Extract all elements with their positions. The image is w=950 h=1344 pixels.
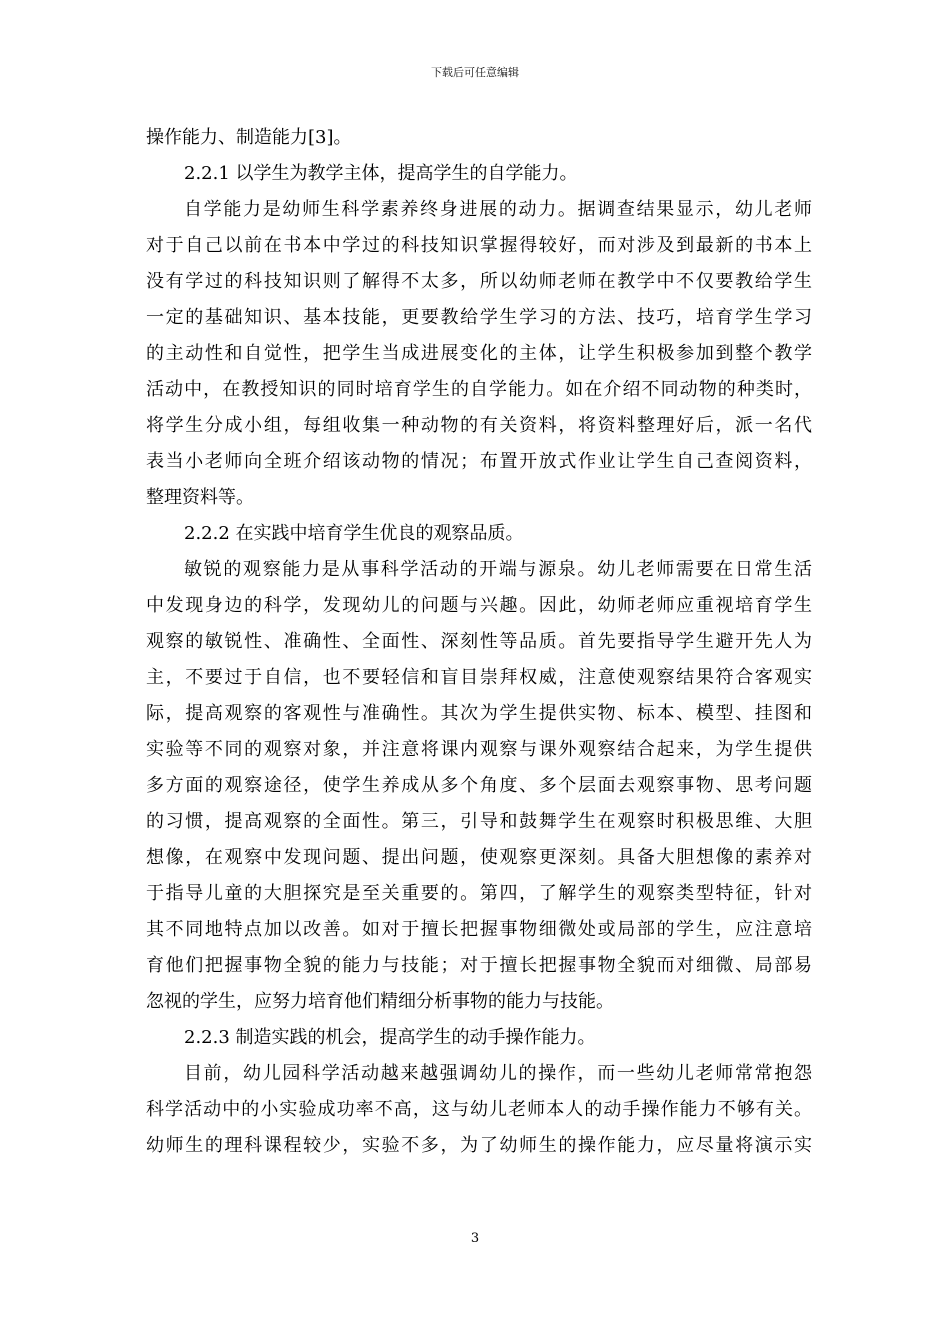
text-line: 对于自己以前在书本中学过的科技知识掌握得较好，而对涉及到最新的书本上 [146,235,812,256]
text-line: 中发现身边的科学，发现幼儿的问题与兴趣。因此，幼师老师应重视培育学生 [146,595,812,616]
text-line: 整理资料等。 [146,487,254,508]
text-line: 活动中，在教授知识的同时培育学生的自学能力。如在介绍不同动物的种类时， [146,379,812,400]
text-line: 的习惯，提高观察的全面性。第三，引导和鼓舞学生在观察时积极思维、大胆 [146,811,812,832]
text-line: 实验等不同的观察对象，并注意将课内观察与课外观察结合起来，为学生提供 [146,739,812,760]
text-line: 表当小老师向全班介绍该动物的情况；布置开放式作业让学生自己查阅资料， [146,451,812,472]
section-heading-2-2-2: 2.2.2 在实践中培育学生优良的观察品质。 [184,523,524,544]
document-body [146,120,812,1164]
text-line: 际，提高观察的客观性与准确性。其次为学生提供实物、标本、模型、挂图和 [146,703,812,724]
text-line: 没有学过的科技知识则了解得不太多，所以幼师老师在教学中不仅要教给学生 [146,271,812,292]
text-line: 于指导儿童的大胆探究是至关重要的。第四，了解学生的观察类型特征，针对 [146,883,812,904]
text-line: 将学生分成小组，每组收集一种动物的有关资料，将资料整理好后，派一名代 [146,415,812,436]
page-number: 3 [470,1231,480,1246]
text-line: 幼师生的理科课程较少，实验不多，为了幼师生的操作能力，应尽量将演示实 [146,1135,812,1156]
text-line: 操作能力、制造能力[3]。 [146,127,352,148]
text-line: 自学能力是幼师生科学素养终身进展的动力。据调查结果显示，幼儿老师 [184,199,812,220]
text-line: 观察的敏锐性、准确性、全面性、深刻性等品质。首先要指导学生避开先人为 [146,631,812,652]
page-header: 下载后可任意编辑 [431,66,519,79]
section-heading-2-2-1: 2.2.1 以学生为教学主体，提高学生的自学能力。 [184,163,578,184]
section-heading-2-2-3: 2.2.3 制造实践的机会，提高学生的动手操作能力。 [184,1027,596,1048]
text-line: 多方面的观察途径，使学生养成从多个角度、多个层面去观察事物、思考问题 [146,775,812,796]
text-line: 想像，在观察中发现问题、提出问题，使观察更深刻。具备大胆想像的素养对 [146,847,812,868]
text-line: 的主动性和自觉性，把学生当成进展变化的主体，让学生积极参加到整个教学 [146,343,812,364]
text-line: 其不同地特点加以改善。如对于擅长把握事物细微处或局部的学生，应注意培 [146,919,812,940]
text-line: 育他们把握事物全貌的能力与技能；对于擅长把握事物全貌而对细微、局部易 [146,955,812,976]
text-line: 一定的基础知识、基本技能，更要教给学生学习的方法、技巧，培育学生学习 [146,307,812,328]
text-line: 忽视的学生，应努力培育他们精细分析事物的能力与技能。 [146,991,614,1012]
text-line: 敏锐的观察能力是从事科学活动的开端与源泉。幼儿老师需要在日常生活 [184,559,812,580]
text-line: 目前，幼儿园科学活动越来越强调幼儿的操作，而一些幼儿老师常常抱怨 [184,1063,812,1084]
text-line: 主，不要过于自信，也不要轻信和盲目崇拜权威，注意使观察结果符合客观实 [146,667,812,688]
text-line: 科学活动中的小实验成功率不高，这与幼儿老师本人的动手操作能力不够有关。 [146,1099,812,1120]
